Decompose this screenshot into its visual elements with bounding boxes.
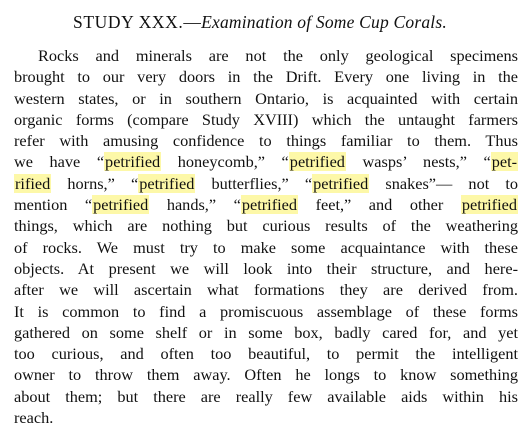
text-run: horns,” “ — [51, 173, 139, 193]
text-line — [14, 215, 518, 236]
text-line — [14, 130, 518, 151]
text-line — [14, 237, 518, 258]
text-line — [14, 258, 518, 279]
text-run: gathered on some shelf or in some box, badly cared for, and yet — [14, 322, 518, 342]
text-run: wasps’ nests,” “ — [345, 152, 491, 172]
text-run: mention “ — [14, 195, 93, 215]
text-line — [14, 343, 518, 364]
highlighted-word: petrified — [93, 195, 149, 215]
text-run: after we will ascertain what formations they are derived from. — [14, 280, 518, 300]
text-run: of rocks. We must try to make some acquaintance with these — [14, 237, 518, 257]
text-run: butterflies,” “ — [195, 173, 313, 193]
text-line — [14, 66, 518, 87]
text-run: reach. — [14, 408, 54, 428]
text-line — [14, 173, 518, 194]
text-line — [14, 45, 518, 66]
text-run: refer with amusing confidence to things familiar to them. Thus — [14, 131, 518, 151]
study-subtitle: Examination of Some Cup Corals. — [201, 12, 447, 32]
highlighted-word: pet- — [491, 152, 518, 172]
highlighted-word: petrified — [289, 152, 345, 172]
text-line — [14, 109, 518, 130]
text-line — [14, 301, 518, 322]
text-run: too curious, and often too beautiful, to permit the intelligent — [14, 344, 518, 364]
highlighted-word: petrified — [241, 195, 298, 215]
text-run: Rocks and minerals are not the only geological specimens — [38, 46, 518, 65]
highlighted-word: petrified — [105, 152, 161, 172]
study-number: STUDY XXX. — [73, 12, 184, 32]
study-heading — [0, 12, 520, 33]
text-line — [14, 151, 518, 172]
text-run: about them; but there are really few available aids within his — [14, 386, 518, 406]
text-run: It is common to find a promiscuous assemblage of these forms — [14, 301, 518, 321]
text-run: honeycomb,” “ — [161, 152, 289, 172]
heading-dash: — — [183, 12, 202, 32]
text-run: hands,” “ — [149, 195, 241, 215]
text-run: western states, or in southern Ontario, is acquainted with certain — [14, 88, 518, 108]
text-run: snakes”— not to — [369, 173, 519, 193]
text-line — [14, 322, 518, 343]
highlighted-word: petrified — [461, 195, 517, 215]
text-line — [14, 386, 518, 407]
highlighted-word: petrified — [313, 173, 369, 193]
text-run: owner to throw them away. Often he longs to know something — [14, 365, 518, 385]
text-run: we have “ — [14, 152, 105, 172]
text-run: feet,” and other — [298, 195, 461, 215]
text-line — [14, 279, 518, 300]
highlighted-word: petrified — [139, 173, 195, 193]
text-run: objects. At present we will look into their structure, and here- — [14, 258, 518, 278]
body-paragraph — [14, 45, 518, 428]
text-line — [14, 88, 518, 109]
text-line — [14, 364, 518, 385]
text-run: organic forms (compare Study XVIII) which the untaught farmers — [14, 109, 518, 129]
text-line — [14, 194, 518, 215]
highlighted-word: rified — [15, 173, 51, 193]
text-line — [14, 407, 518, 428]
text-run: things, which are nothing but curious results of the weathering — [14, 216, 518, 236]
text-run: brought to our very doors in the Drift. Every one living in the — [14, 67, 518, 87]
